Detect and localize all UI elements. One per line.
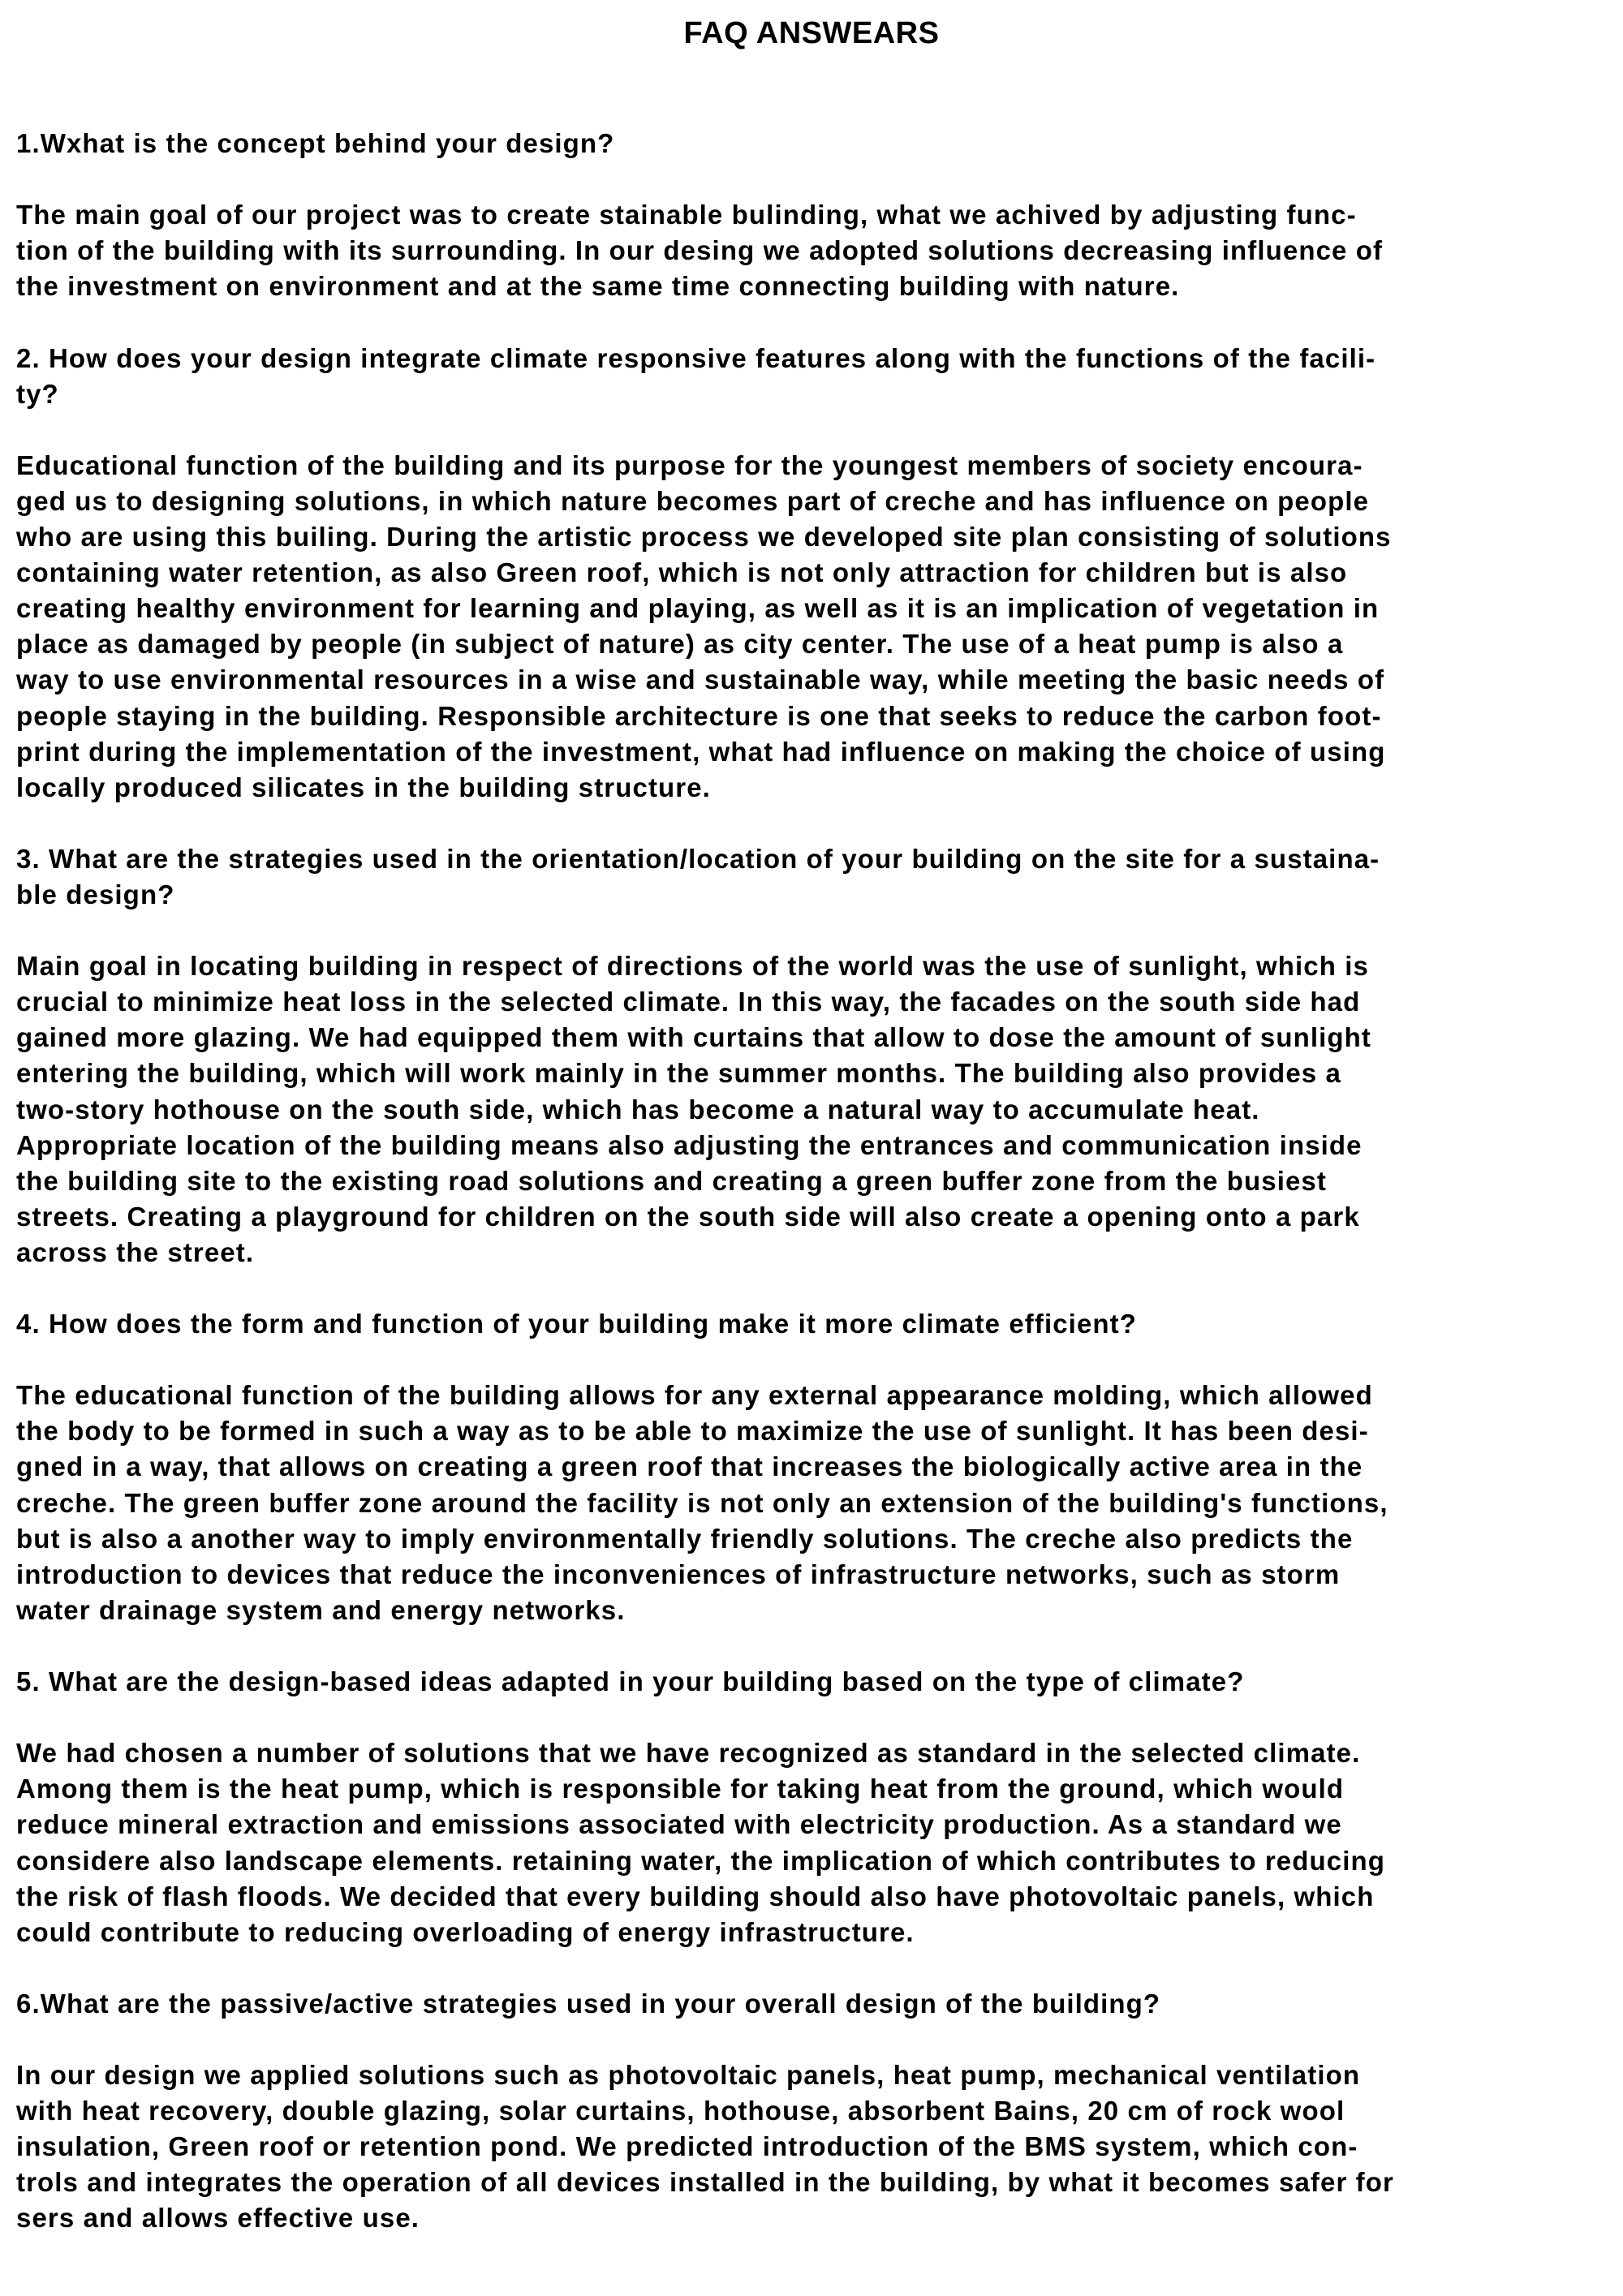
faq-question xyxy=(16,1664,1615,1700)
answer-line: introduction to devices that reduce the inconveniences of infrastructure networks, such as storm xyxy=(16,1559,1341,1589)
faq-item xyxy=(16,1306,1615,1664)
question-line: 5. What are the design-based ideas adapted in your building based on the type of climate? xyxy=(16,1666,1245,1697)
question-line: 2. How does your design integrate climate responsive features along with the functions of the facili- xyxy=(16,342,1376,373)
answer-line: Appropriate location of the building means also adjusting the entrances and communication inside xyxy=(16,1129,1363,1160)
faq-question xyxy=(16,1306,1615,1342)
faq-answer xyxy=(16,448,1615,806)
answer-line: two-story hothouse on the south side, which has become a natural way to accumulate heat. xyxy=(16,1094,1260,1124)
paragraph-gap xyxy=(16,1628,1615,1664)
paragraph-gap xyxy=(16,2022,1615,2057)
answer-line: tion of the building with its surrounding. In our desing we adopted solutions decreasing influence of xyxy=(16,235,1384,266)
question-line: 6.What are the passive/active strategies used in your overall design of the building? xyxy=(16,1988,1161,2019)
faq-answer xyxy=(16,2057,1615,2236)
answer-line: trols and integrates the operation of all devices installed in the building, by what it becomes safer for xyxy=(16,2167,1394,2198)
question-line: 4. How does the form and function of your building make it more climate efficient? xyxy=(16,1309,1138,1339)
answer-line: but is also a another way to imply environmentally friendly solutions. The creche also predicts the xyxy=(16,1523,1354,1554)
answer-line: the risk of flash floods. We decided that every building should also have photovoltaic panels, which xyxy=(16,1881,1375,1911)
faq-question xyxy=(16,841,1615,913)
answer-line: Among them is the heat pump, which is responsible for taking heat from the ground, which would xyxy=(16,1774,1345,1804)
paragraph-gap xyxy=(16,161,1615,197)
faq-content xyxy=(16,126,1615,2237)
answer-line: could contribute to reducing overloading of energy infrastructure. xyxy=(16,1916,915,1947)
faq-answer xyxy=(16,948,1615,1271)
faq-question xyxy=(16,341,1615,412)
answer-line: insulation, Green roof or retention pond. We predicted introduction of the BMS system, which con- xyxy=(16,2131,1358,2162)
answer-line: the body to be formed in such a way as to be able to maximize the use of sunlight. It has been desi- xyxy=(16,1416,1369,1447)
faq-answer xyxy=(16,197,1615,304)
paragraph-gap xyxy=(16,1271,1615,1306)
answer-line: who are using this builing. During the artistic process we developed site plan consisting of solutions xyxy=(16,522,1392,553)
faq-item xyxy=(16,1664,1615,1986)
paragraph-gap xyxy=(16,806,1615,841)
paragraph-gap xyxy=(16,1950,1615,1986)
faq-item xyxy=(16,841,1615,1306)
answer-line: way to use environmental resources in a wise and sustainable way, while meeting the basic needs of xyxy=(16,664,1385,695)
answer-line: creche. The green buffer zone around the facility is not only an extension of the building's functions, xyxy=(16,1487,1388,1518)
faq-answer xyxy=(16,1735,1615,1950)
faq-question xyxy=(16,126,1615,161)
faq-item xyxy=(16,1986,1615,2237)
answer-line: In our design we applied solutions such as photovoltaic panels, heat pump, mechanical ventilation xyxy=(16,2060,1361,2091)
answer-line: water drainage system and energy networks. xyxy=(16,1594,626,1625)
answer-line: We had chosen a number of solutions that we have recognized as standard in the selected climate. xyxy=(16,1738,1361,1769)
faq-item xyxy=(16,126,1615,341)
paragraph-gap xyxy=(16,412,1615,448)
answer-line: streets. Creating a playground for children on the south side will also create a opening onto a park xyxy=(16,1201,1360,1232)
answer-line: crucial to minimize heat loss in the selected climate. In this way, the facades on the south side had xyxy=(16,987,1361,1017)
paragraph-gap xyxy=(16,304,1615,340)
answer-line: print during the implementation of the investment, what had influence on making the choice of using xyxy=(16,736,1386,767)
answer-line: the investment on environment and at the same time connecting building with nature. xyxy=(16,271,1180,302)
answer-line: entering the building, which will work mainly in the summer months. The building also provides a xyxy=(16,1058,1341,1089)
answer-line: reduce mineral extraction and emissions associated with electricity production. As a standard we xyxy=(16,1809,1342,1840)
question-line: ty? xyxy=(16,378,59,409)
answer-line: place as damaged by people (in subject of nature) as city center. The use of a heat pump is also a xyxy=(16,629,1344,660)
answer-line: locally produced silicates in the building structure. xyxy=(16,772,711,802)
answer-line: The educational function of the building allows for any external appearance molding, which allowed xyxy=(16,1380,1373,1411)
answer-line: with heat recovery, double glazing, solar curtains, hothouse, absorbent Bains, 20 cm of rock wool xyxy=(16,2096,1345,2126)
answer-line: considere also landscape elements. retaining water, the implication of which contributes to reducing xyxy=(16,1845,1386,1876)
faq-question xyxy=(16,1986,1615,2022)
paragraph-gap xyxy=(16,913,1615,948)
answer-line: Educational function of the building and its purpose for the youngest members of society encoura- xyxy=(16,449,1363,480)
paragraph-gap xyxy=(16,1342,1615,1378)
question-line: 1.Wxhat is the concept behind your design? xyxy=(16,128,615,158)
paragraph-gap xyxy=(16,1700,1615,1735)
question-line: 3. What are the strategies used in the orientation/location of your building on the site for a sustaina- xyxy=(16,843,1380,874)
answer-line: people staying in the building. Responsible architecture is one that seeks to reduce the carbon foot- xyxy=(16,700,1382,731)
answer-line: Main goal in locating building in respect of directions of the world was the use of sunlight, which is xyxy=(16,951,1369,982)
answer-line: gned in a way, that allows on creating a green roof that increases the biologically active area in the xyxy=(16,1451,1363,1482)
faq-item xyxy=(16,341,1615,841)
answer-line: sers and allows effective use. xyxy=(16,2203,420,2234)
faq-answer xyxy=(16,1378,1615,1628)
answer-line: gained more glazing. We had equipped them with curtains that allow to dose the amount of sunlight xyxy=(16,1022,1371,1053)
answer-line: ged us to designing solutions, in which nature becomes part of creche and has influence on people xyxy=(16,485,1370,516)
answer-line: creating healthy environment for learning and playing, as well as it is an implication of vegetation in xyxy=(16,593,1380,624)
answer-line: across the street. xyxy=(16,1236,255,1267)
question-line: ble design? xyxy=(16,879,175,909)
answer-line: The main goal of our project was to create stainable bulinding, what we achived by adjusting func- xyxy=(16,200,1357,230)
document-title: FAQ ANSWEARS xyxy=(683,16,940,50)
answer-line: the building site to the existing road solutions and creating a green buffer zone from the busiest xyxy=(16,1165,1327,1196)
answer-line: containing water retention, as also Green roof, which is not only attraction for children but is also xyxy=(16,557,1348,588)
